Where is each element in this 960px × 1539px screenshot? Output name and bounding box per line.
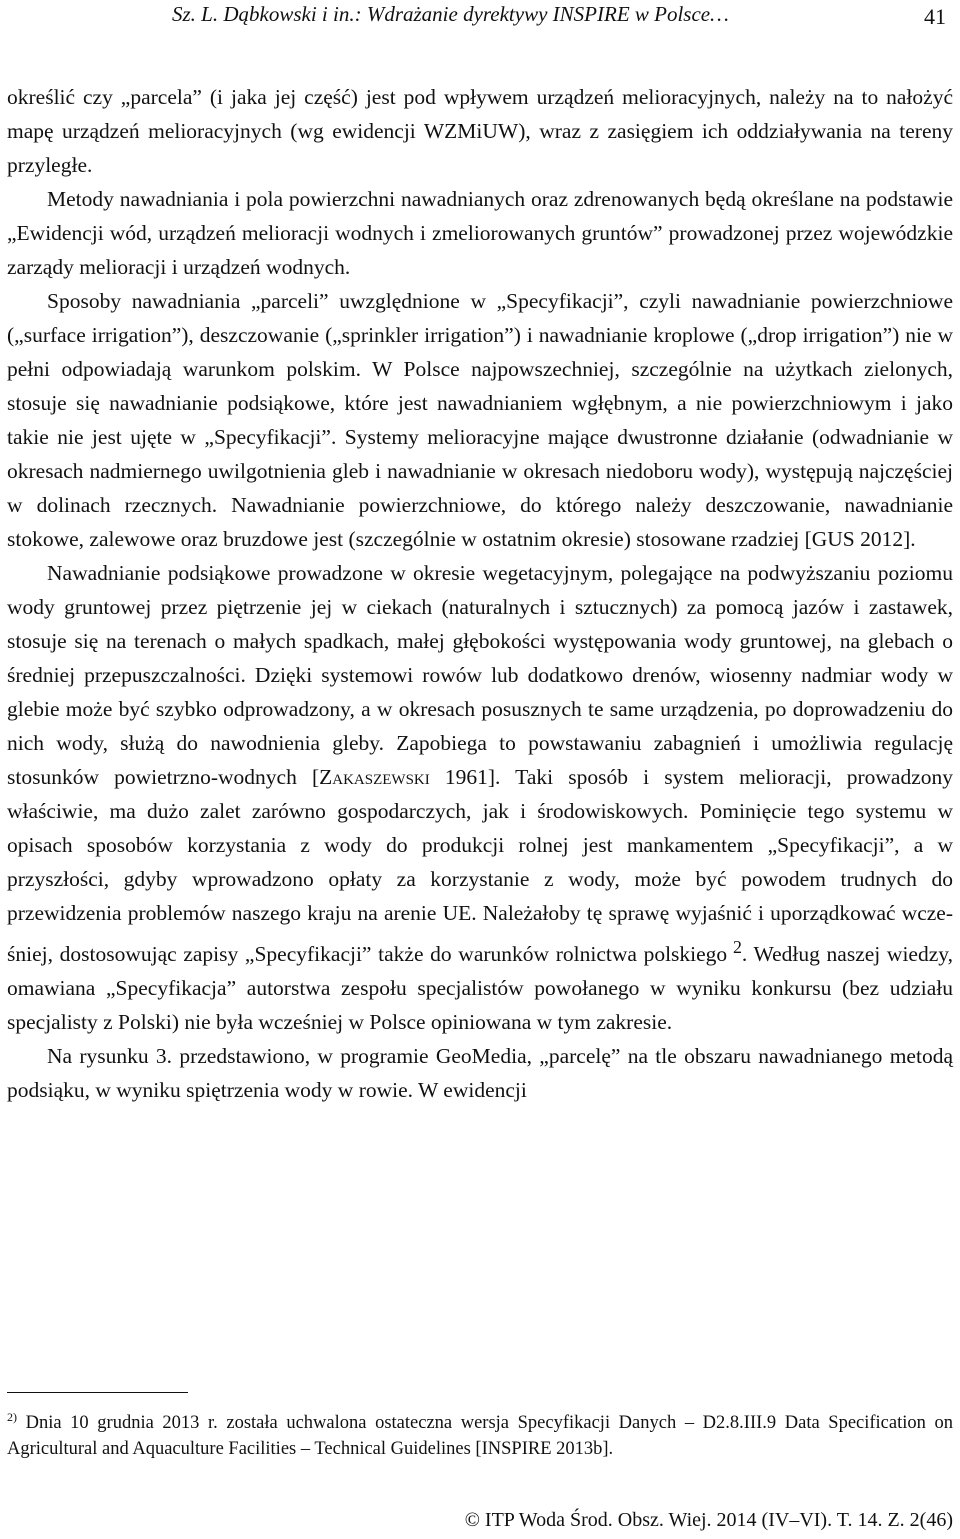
paragraph-subirrigation <box>7 556 953 1039</box>
footnote-separator <box>7 1392 188 1393</box>
paragraph-4-text-c: . Według naszej wiedzy, omawiana „Specyfikacja” autorstwa zespołu specjalistów powołanego w wyniku konkursu (bez udziału specjalisty z Polski) nie była wcześniej w Polsce opiniowana w tym zakresie. <box>7 942 953 1035</box>
footnote-marker: 2) <box>7 1410 17 1424</box>
body-text <box>7 80 953 1107</box>
footnote-text: Dnia 10 grudnia 2013 r. została uchwalona ostateczna wersja Specyfikacji Danych – D2.8.III.9 Data Specification on Agricultural and Aquaculture Facilities – Technical Guidelines [INSPIRE 2013b]. <box>7 1413 953 1460</box>
footnote-reference: 2 <box>727 937 742 957</box>
paragraph-3-text: Sposoby nawadniania „parceli” uwzględnione w „Specyfikacji”, czyli nawadnianie powierzchniowe („surface irrigation”), deszczowanie („sprinkler irrigation”) i nawadnianie kroplowe („drop irrigation”) nie w pełni odpowiadają warunkom polskim. W Polsce najpowszechniej, szczególnie na użytkach zielonych, stosuje się nawadnianie podsiąkowe, które jest nawadnianiem wgłębnym, a nie powierzchniowym i jako takie nie jest ujęte w „Specyfikacji”. Systemy melioracyjne mające dwustronne działanie (odwadnianie w okresach nadmiernego uwilgotnienia gleb i nawadnianie w okresach niedoboru wody), występują najczęściej w dolinach rzecznych. Nawadnianie powierzchniowe, do którego należy deszczowanie, nawadnianie stokowe, zalewowe oraz bruzdowe jest (szczególnie w ostatnim okresie) stosowane rzadziej [GUS 2012]. <box>7 289 953 551</box>
footnote <box>7 1404 953 1462</box>
paragraph-5-text: Na rysunku 3. przedstawiono, w programie GeoMedia, „parcelę” na tle obszaru nawadnianego metodą podsiąku, w wyniku spiętrzenia wody w rowie. W ewidencji <box>7 1044 953 1103</box>
page-footer-citation: © ITP Woda Środ. Obsz. Wiej. 2014 (IV–VI). T. 14. Z. 2(46) <box>464 1509 953 1531</box>
page-number: 41 <box>924 4 946 29</box>
paragraph-2-text: Metody nawadniania i pola powierzchni nawadnianych oraz zdrenowanych będą określane na podstawie „Ewidencji wód, urządzeń melioracji wodnych i zmeliorowanych gruntów” prowadzonej przez wojewódzkie zarządy melioracji i urządzeń wodnych. <box>7 187 953 279</box>
paragraph-continuation <box>7 80 953 182</box>
citation-author-initial: Z <box>319 765 333 789</box>
citation-author-rest: akaszewski <box>332 765 430 789</box>
paragraph-figure-reference <box>7 1039 953 1107</box>
running-header <box>172 2 952 32</box>
paragraph-4-text-a: Nawadnianie podsiąkowe prowadzone w okresie wegetacyjnym, polegające na podwyższaniu poziomu wody gruntowej przez piętrzenie jej w ciekach (naturalnych i sztucznych) za pomocą jazów i zastawek, stosuje się na terenach o małych spadkach, małej głębokości występowania wody gruntowej, na glebach o średniej przepuszczalności. Dzięki systemowi rowów lub dodatkowo drenów, wiosenny nadmiar wody w glebie może być szybko odprowadzony, a w okresach posusznych te same urządzenia, po doprowadzeniu do nich wody, służą do nawodnienia gleby. Zapobiega to powstawaniu zabagnień i umożliwia regulację stosunków powietrzno-wodnych [ <box>7 561 953 789</box>
paragraph-4-text-b: 1961]. Taki sposób i system melioracji, prowadzony właściwie, ma dużo zalet zarówno gospodarczych, jak i środowiskowych. Pominięcie tego systemu w opisach sposobów korzystania z wody do produkcji rolnej jest mankamentem „Specyfikacji”, a w przyszłości, gdyby wprowadzono opłaty za korzystanie z wody, może być powodem trudnych do przewidzenia problemów naszego kraju na arenie UE. Należałoby tę sprawę wyjaśnić i uporządkować wcześniej, dostosowując zapisy „Specyfikacji” także do warunków rolnictwa polskiego <box>7 765 954 967</box>
paragraph-1-text: określić czy „parcela” (i jaka jej część) jest pod wpływem urządzeń melioracyjnych, należy na to nałożyć mapę urządzeń melioracyjnych (wg ewidencji WZMiUW), wraz z zasięgiem ich oddziaływania na tereny przyległe. <box>7 85 953 177</box>
running-title: Sz. L. Dąbkowski i in.: Wdrażanie dyrektywy INSPIRE w Polsce… <box>172 2 729 26</box>
paragraph-irrigation-methods <box>7 182 953 284</box>
paragraph-irrigation-types <box>7 284 953 556</box>
